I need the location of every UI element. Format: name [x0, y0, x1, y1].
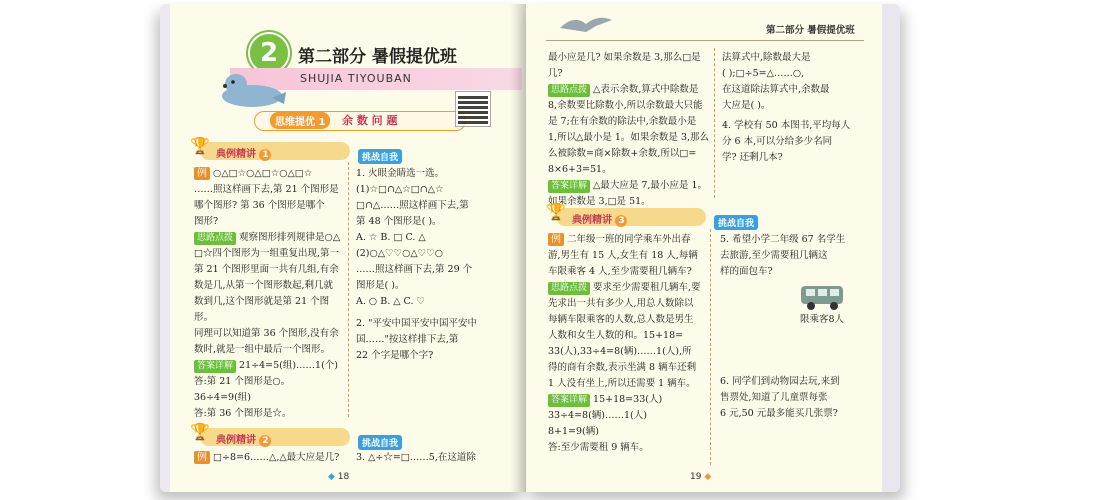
text-line: ( );□÷5=△……○, [722, 68, 805, 79]
column-divider [714, 48, 715, 198]
example-1-line: ……照这样画下去,第 21 个图形是 [194, 184, 339, 195]
challenge-line: □∩△……照这样画下去,第 [356, 200, 469, 211]
chapter-number-badge: 2 [248, 32, 290, 74]
question-4-line: 学? 还剩几本? [722, 152, 783, 163]
hint-3-line: 先求出一共有多少人,用总人数除以 [548, 298, 694, 309]
challenge-line: 第 48 个图形是( )。 [356, 216, 442, 227]
chapter-title: 第二部分 暑假提优班 [298, 47, 457, 67]
hint-2-line: 思路点拨 △表示余数,算式中除数是 [548, 82, 712, 98]
example-3-line: 游,男生有 15 人,女生有 18 人,每辆 [548, 250, 698, 261]
answer-2-line: 答案详解 △最大应是 7,最小应是 1。 [548, 178, 712, 194]
challenge-1-body [356, 166, 506, 364]
question-6-line: 6. 同学们到动物园去玩,来到 [720, 376, 840, 387]
hint-2-line: 么被除数=商×除数+余数,所以□= [548, 148, 697, 159]
challenge-line: ……照这样画下去,第 29 个 [356, 264, 473, 275]
example-2-line: 例 □÷8=6……△,△最大应是几? [194, 450, 339, 466]
right-page [526, 4, 900, 492]
hint-2-line: 1,所以△最小是 1。如果余数是 3,那么 [548, 132, 710, 143]
answer-3-line: 答案详解 15+18=33(人) [548, 392, 708, 408]
example-1-header: 典例精讲 1 [216, 145, 271, 161]
hint-2-line: 是 7;在有余数的除法中,余数最小是 [548, 116, 697, 127]
trophy-icon: 🏆 [190, 136, 210, 155]
answer-3-line: 答:至少需要租 9 辆车。 [548, 442, 649, 453]
right-col2-top [722, 50, 872, 166]
trophy-icon: 🏆 [546, 202, 566, 221]
page-number-left: ◆ 18 [328, 472, 350, 482]
example-1-line: 例 ○△□☆○△□☆○△□☆ [194, 166, 344, 182]
challenge-line: (1)☆□∩△☆□∩△☆ [356, 184, 444, 195]
question-5-line: 样的面包车? [720, 266, 773, 277]
question-6 [720, 374, 870, 422]
hint-3-line: 得的商有余数,表示坐满 8 辆车还剩 [548, 362, 697, 373]
section-title: 余 数 问 题 [342, 114, 398, 127]
hint-3-line: 每辆车限乘客的人数,总人数是男生 [548, 314, 694, 325]
challenge-line: 2. "平安中国平安中国平安中 [356, 318, 477, 329]
challenge-line: A. ○ B. △ C. ♡ [356, 296, 426, 307]
right-page-edge [882, 4, 900, 492]
running-head: 第二部分 暑假提优班 [766, 25, 855, 36]
answer-1-line: 答:第 36 个图形是☆。 [194, 408, 292, 419]
challenge-line: A. ☆ B. □ C. △ [356, 232, 426, 243]
question-5-line: 5. 希望小学二年级 67 名学生 [720, 234, 846, 245]
left-page [160, 4, 526, 492]
answer-1-line: 答案详解 21÷4=5(组)……1(个) [194, 358, 344, 374]
header-rule [546, 40, 864, 41]
question-5 [720, 232, 870, 280]
example-3-line: 车限乘客 4 人,至少需要租几辆车? [548, 266, 692, 277]
trophy-icon: 🏆 [190, 422, 210, 441]
challenge-line: 国……"按这样排下去,第 [356, 334, 459, 345]
example-1-body [194, 166, 344, 422]
example-1-line: 哪个图形? 第 36 个图形是哪个 [194, 200, 325, 211]
challenge-line: 1. 火眼金睛选一选。 [356, 168, 445, 179]
text-line: 大应是( )。 [722, 100, 771, 111]
challenge-line: (2)○△♡♡○△♡♡○ [356, 248, 444, 259]
column-divider [710, 229, 711, 465]
question-6-line: 6 元,50 元最多能买几张票? [720, 408, 838, 419]
bird-icon [556, 10, 616, 38]
left-page-edge [160, 4, 170, 492]
hint-1-line: 第 21 个图形里面一共有几组,有余 [194, 264, 339, 275]
open-book [160, 4, 900, 492]
question-4-line: 4. 学校有 50 本图书,平均每人 [722, 120, 851, 131]
answer-2-line: 如果余数是 3,□是 51。 [548, 196, 651, 207]
question-5-line: 去旅游,至少需要租几辆这 [720, 250, 828, 261]
hint-2-line: 8,余数要比除数小,所以余数最大只能 [548, 100, 703, 111]
hint-1-line: 数是几,从第一个图形数起,剩几就 [194, 280, 334, 291]
page-number-right: 19 ◆ [690, 472, 712, 482]
text-line: 在这道除法算式中,余数最 [722, 84, 830, 95]
hint-1-line: □☆四个图形为一组重复出现,第一 [194, 248, 339, 259]
section-badge: 思维提优 1 [270, 112, 330, 129]
right-col1-top [548, 50, 712, 210]
hint-3-line: 思路点拨 要求至少需要租几辆车,要 [548, 280, 708, 296]
answer-3-line: 33÷4=8(辆)……1(人) [548, 410, 647, 421]
example-3-header: 典例精讲 3 [572, 211, 627, 227]
answer-1-line: 36÷4=9(组) [194, 392, 252, 403]
hint-1-line: 数时,就是一组中最后一个图形。 [194, 344, 331, 355]
challenge-label-2: 挑战自我 [358, 435, 402, 450]
question-6-line: 售票处,知道了儿童票每张 [720, 392, 828, 403]
challenge-3-line: 3. △÷☆=□……5,在这道除 [356, 452, 476, 463]
question-4-line: 分 6 本,可以分给多少名同 [722, 136, 833, 147]
answer-1-line: 答:第 21 个图形是○。 [194, 376, 291, 387]
example-3-line: 例 二年级一班的同学乘车外出春 [548, 232, 708, 248]
example-3-body [548, 232, 708, 456]
hint-1-line: 数到几,这个图形就是第 21 个图形。 [194, 296, 330, 323]
example-1-line: 图形? [194, 216, 219, 227]
challenge-label-1: 挑战自我 [358, 149, 402, 164]
text-line: 最小应是几? 如果余数是 3,那么□是几? [548, 52, 701, 79]
hint-3-line: 人数和女生人数的和。15+18= [548, 330, 684, 341]
answer-3-line: 8+1=9(辆) [548, 426, 599, 437]
chapter-pinyin: SHUJIA TIYOUBAN [300, 72, 412, 85]
hint-2-line: 8×6+3=51。 [548, 164, 612, 175]
text-line: 法算式中,除数最大是 [722, 52, 811, 63]
van-icon [798, 282, 848, 312]
hint-3-line: 33(人),33÷4=8(辆)……1(人),所 [548, 346, 692, 357]
challenge-line: 图形是( )。 [356, 280, 405, 291]
challenge-line: 22 个字是哪个字? [356, 350, 434, 361]
hint-1-line: 思路点拨 观察图形排列规律是○△ [194, 230, 344, 246]
column-divider [348, 162, 349, 417]
van-caption: 限乘客8人 [800, 314, 845, 325]
hint-1-line: 同理可以知道第 36 个图形,没有余 [194, 328, 339, 339]
hint-3-line: 1 人没有坐上,所以还需要 1 辆车。 [548, 378, 696, 389]
example-2-header: 典例精讲 2 [216, 431, 271, 447]
challenge-label-3: 挑战自我 [714, 215, 758, 230]
seal-mascot-icon [216, 62, 288, 110]
qr-code[interactable] [456, 92, 490, 126]
